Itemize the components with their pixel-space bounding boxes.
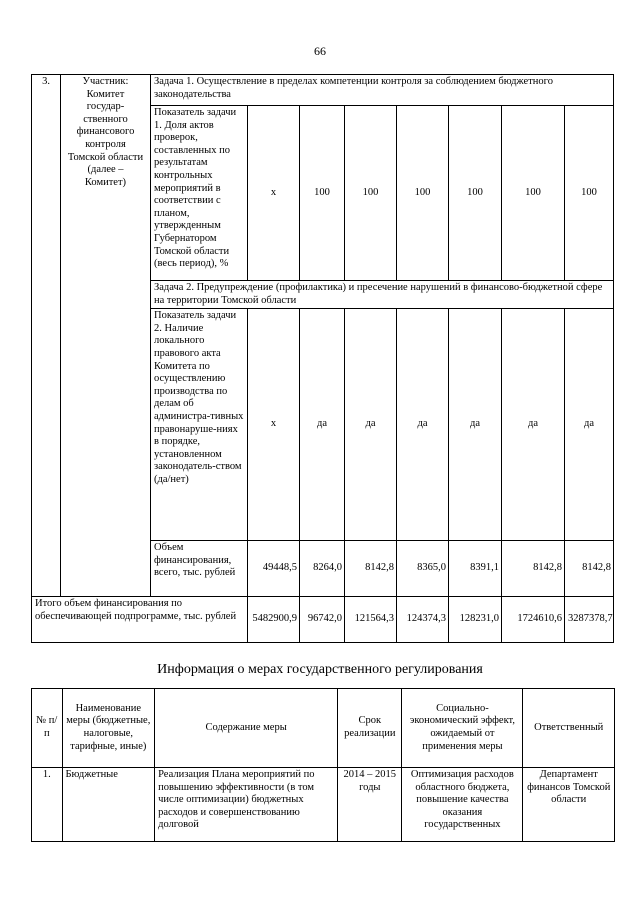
measure-term: 2014 – 2015 годы (338, 768, 402, 842)
section-title: Информация о мерах государственного регулирования (157, 662, 483, 677)
total-value: 1724610,6 (502, 597, 565, 643)
total-value: 121564,3 (345, 597, 397, 643)
row-number: 1. (32, 768, 63, 842)
ind2-value: да (345, 309, 397, 541)
total-value: 128231,0 (449, 597, 502, 643)
fin-value: 8365,0 (397, 541, 449, 597)
header-content: Содержание меры (155, 689, 338, 768)
measure-type: Бюджетные (62, 768, 155, 842)
fin-value: 49448,5 (248, 541, 300, 597)
ind1-value: 100 (300, 106, 345, 281)
header-effect: Социально-экономический эффект, ожидаемый от применения меры (402, 689, 523, 768)
fin-value: 8142,8 (565, 541, 614, 597)
ind1-value: х (248, 106, 300, 281)
task1-cell: Задача 1. Осуществление в пределах компетенции контроля за соблюдением бюджетного законодательства (151, 75, 614, 106)
total-value: 96742,0 (300, 597, 345, 643)
ind1-value: 100 (449, 106, 502, 281)
fin-value: 8142,8 (502, 541, 565, 597)
header-measure-name: Наименование меры (бюджетные, налоговые, тарифные, иные) (62, 689, 155, 768)
ind2-value: да (397, 309, 449, 541)
ind1-value: 100 (345, 106, 397, 281)
total-value: 5482900,9 (248, 597, 300, 643)
measure-effect: Оптимизация расходов областного бюджета, повышение качества оказания государственных (402, 768, 523, 842)
ind1-value: 100 (397, 106, 449, 281)
total-value: 124374,3 (397, 597, 449, 643)
measures-table (31, 688, 615, 842)
page-number: 66 (314, 44, 326, 58)
ind2-value: да (565, 309, 614, 541)
indicator2-label: Показатель задачи 2. Наличие локального правового акта Комитета по осуществлению производства по делам об администра-тивных правонаруше-ниях в порядке, установленном законодатель-ством (да/нет) (151, 309, 248, 541)
measure-content: Реализация Плана мероприятий по повышению эффективности (в том числе оптимизации) бюджетных расходов и совершенствованию долговой (155, 768, 338, 842)
ind2-value: да (300, 309, 345, 541)
ind2-value: да (449, 309, 502, 541)
financing-label: Объем финансирования, всего, тыс. рублей (151, 541, 248, 597)
total-value: 3287378,7 (565, 597, 614, 643)
task2-cell: Задача 2. Предупреждение (профилактика) и пресечение нарушений в финансово-бюджетной сфере на территории Томской области (151, 281, 614, 309)
ind1-value: 100 (565, 106, 614, 281)
fin-value: 8264,0 (300, 541, 345, 597)
row-number: 3. (32, 75, 61, 597)
total-label: Итого объем финансирования по обеспечивающей подпрограмме, тыс. рублей (32, 597, 248, 643)
participant-cell: Участник: Комитет государ-ственного финансового контроля Томской области (далее – Комитет) (61, 75, 151, 597)
ind2-value: да (502, 309, 565, 541)
fin-value: 8142,8 (345, 541, 397, 597)
header-number: № п/п (32, 689, 63, 768)
indicators-table (31, 74, 614, 643)
indicator1-label: Показатель задачи 1. Доля актов проверок, составленных по результатам контрольных мероприятий в соответствии с планом, утвержденным Губернатором Томской области (весь период), % (151, 106, 248, 281)
ind2-value: х (248, 309, 300, 541)
measure-responsible: Департамент финансов Томской области (523, 768, 615, 842)
header-responsible: Ответственный (523, 689, 615, 768)
ind1-value: 100 (502, 106, 565, 281)
header-term: Срок реализации (338, 689, 402, 768)
fin-value: 8391,1 (449, 541, 502, 597)
